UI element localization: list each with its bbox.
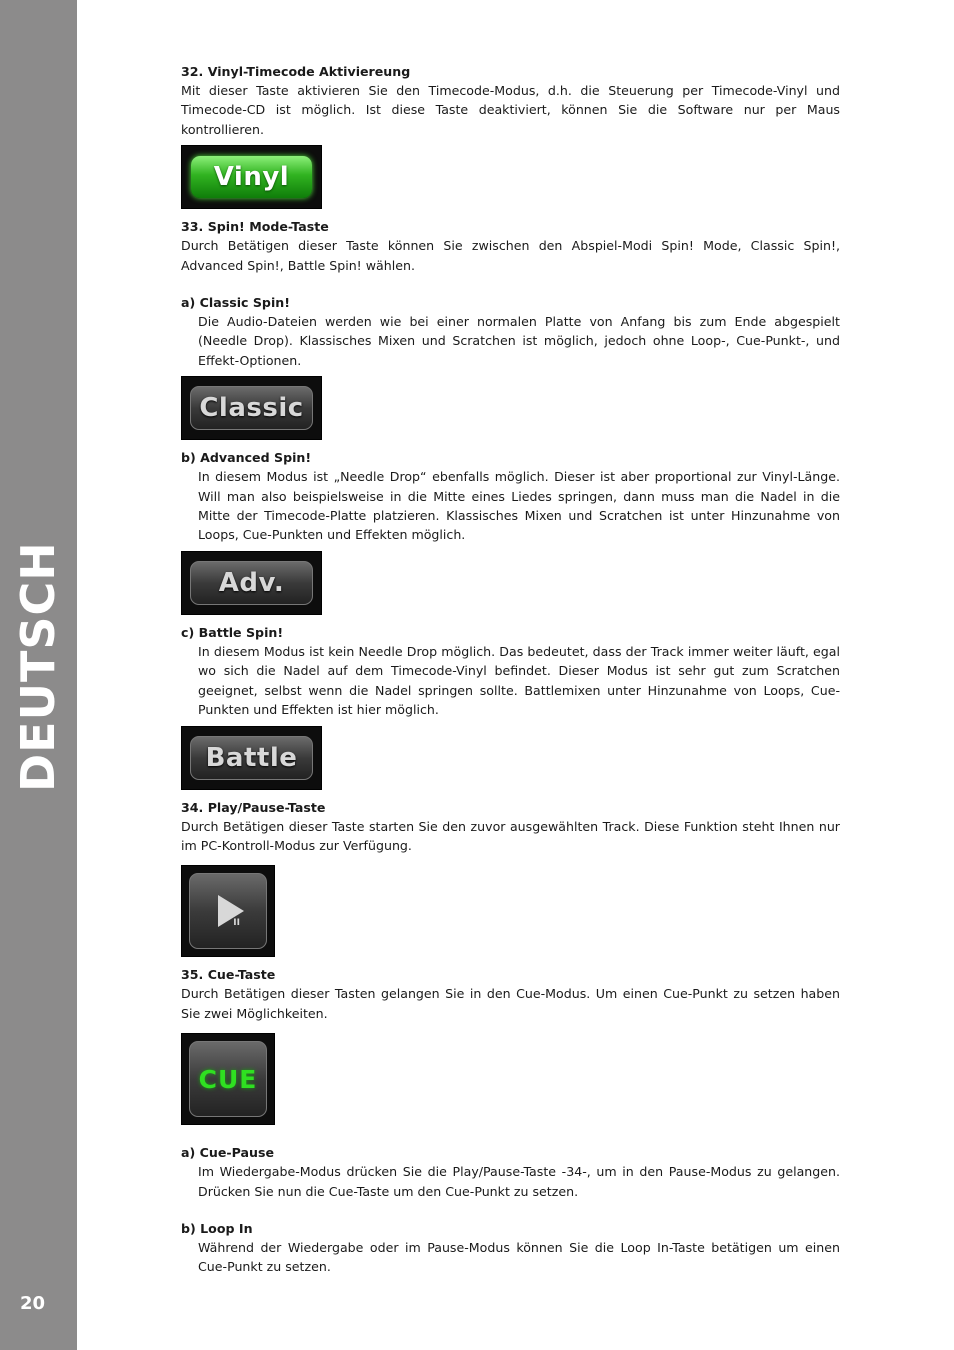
section-33-title: 33. Spin! Mode-Taste — [181, 219, 329, 235]
battle-button-image — [181, 726, 322, 790]
adv-button-image — [181, 551, 322, 615]
page-number: 20 — [20, 1293, 46, 1314]
vinyl-button-image — [181, 145, 322, 209]
section-35-title: 35. Cue-Taste — [181, 967, 276, 983]
section-34-text: Durch Betätigen dieser Taste starten Sie den zuvor ausgewählten Track. Diese Funktion steht Ihnen nur im PC-Kontroll-Modus zur Verfügung. — [181, 818, 840, 853]
cue-pause-title: a) Cue-Pause — [181, 1145, 275, 1161]
vinyl-button-label: Vinyl — [191, 156, 312, 198]
adv-button-label: Adv. — [190, 561, 313, 605]
classic-spin-title: a) Classic Spin! — [181, 295, 290, 311]
loop-in-block — [181, 1219, 840, 1277]
loop-in-title: b) Loop In — [181, 1220, 253, 1236]
section-34-title: 34. Play/Pause-Taste — [181, 799, 326, 815]
language-sidebar — [0, 0, 77, 1350]
battle-spin-title: c) Battle Spin! — [181, 624, 284, 640]
section-35-text: Durch Betätigen dieser Tasten gelangen Sie in den Cue-Modus. Um einen Cue-Punkt zu setzen haben Sie zwei Möglichkeiten. — [181, 986, 840, 1021]
advanced-spin-title: b) Advanced Spin! — [181, 450, 312, 466]
language-label: DEUTSCH — [11, 541, 65, 792]
cue-button-image — [181, 1033, 275, 1125]
cue-button-label: CUE — [198, 1064, 258, 1094]
section-32-title: 32. Vinyl-Timecode Aktiviereung — [181, 64, 411, 79]
play-pause-button-image — [181, 865, 275, 957]
play-icon — [218, 895, 244, 927]
classic-button-image — [181, 376, 322, 440]
pause-icon: II — [233, 918, 240, 929]
advanced-spin-text: In diesem Modus ist „Needle Drop“ ebenfalls möglich. Dieser ist aber proportional zur Vinyl-Länge. Will man also beispielsweise in die Mitte eines Liedes springen, dann muss man die Nadel in die Mitte der Timecode-Platte platzieren. Klassisches Mixen und Scratchen ist unter Hinzunahme von Loops, Cue-Punkten und Effekten möglich. — [198, 469, 840, 543]
battle-spin-text: In diesem Modus ist kein Needle Drop möglich. Das bedeutet, dass der Track immer weiter läuft, egal wo sich die Nadel auf dem Timecode-Vinyl befindet. Dieser Modus ist sehr gut zum Scratchen geeignet, selbst wenn die Nadel springen sollte. Battlemixen unter Hinzunahme von Loops, Cue-Punkten und Effekten ist hier möglich. — [198, 643, 840, 718]
section-32-text: Mit dieser Taste aktivieren Sie den Timecode-Modus, d.h. die Steuerung per Timecode-Vinyl und Timecode-CD ist möglich. Ist diese Taste deaktiviert, können Sie die Software nur per Maus kontrollieren. — [181, 83, 840, 137]
battle-button-label: Battle — [190, 736, 313, 780]
loop-in-text: Während der Wiedergabe oder im Pause-Modus können Sie die Loop In-Taste betätigen um einen Cue-Punkt zu setzen. — [198, 1239, 840, 1275]
cue-pause-text: Im Wiedergabe-Modus drücken Sie die Play/Pause-Taste -34-, um in den Pause-Modus zu gelangen. Drücken Sie nun die Cue-Taste um den Cue-Punkt zu setzen. — [198, 1164, 840, 1199]
manual-content — [181, 62, 840, 1277]
advanced-spin-block — [181, 448, 840, 545]
battle-spin-block — [181, 623, 840, 720]
cue-pause-block — [181, 1143, 840, 1201]
classic-button-label: Classic — [190, 386, 313, 430]
classic-spin-text: Die Audio-Dateien werden wie bei einer normalen Platte von Anfang bis zum Ende abgespielt (Needle Drop). Klassisches Mixen und Scratchen ist möglich, jedoch ohne Loop-, Cue-Punkt-, und Effekt-Optionen. — [198, 314, 840, 368]
section-33-text: Durch Betätigen dieser Taste können Sie zwischen den Abspiel-Modi Spin! Mode, Classic Spin!, Advanced Spin!, Battle Spin! wählen. — [181, 238, 840, 273]
classic-spin-block — [181, 293, 840, 370]
